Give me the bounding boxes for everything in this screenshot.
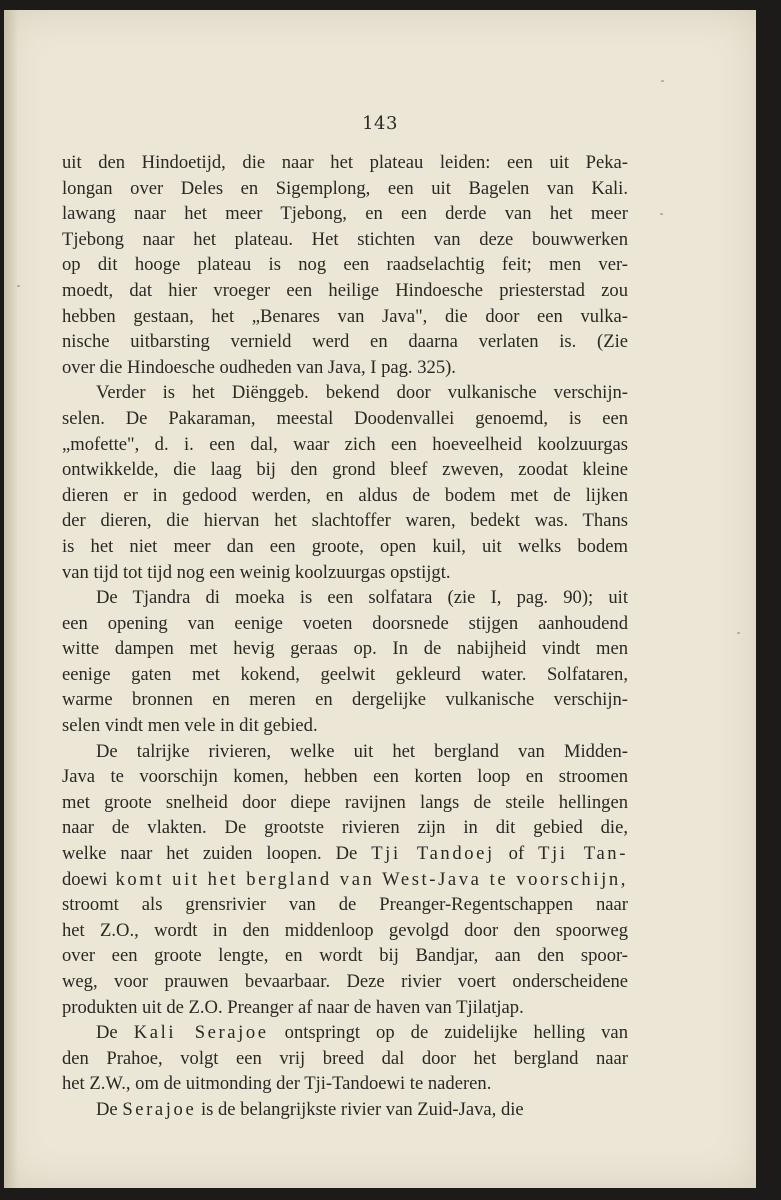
text-line bbox=[62, 508, 628, 534]
text-line bbox=[62, 380, 628, 406]
text-segment: „mofette", d. i. een dal, waar zich een hoeveelheid koolzuurgas bbox=[62, 433, 628, 455]
text-segment: met groote snelheid door diepe ravijnen langs de steile hellingen bbox=[62, 791, 628, 813]
text-segment: op dit hooge plateau is nog een raadselachtig feit; men ver- bbox=[62, 254, 628, 276]
text-segment: ontspringt op de zuidelijke helling van bbox=[268, 1022, 628, 1044]
text-segment: van tijd tot tijd nog een weinig koolzuurgas opstijgt. bbox=[62, 561, 451, 583]
text-line bbox=[62, 662, 628, 688]
text-line bbox=[62, 815, 628, 841]
text-segment: over een groote lengte, en wordt bij Bandjar, aan den spoor- bbox=[62, 945, 628, 967]
text-line bbox=[62, 867, 628, 893]
text-line bbox=[62, 483, 628, 509]
text-line bbox=[62, 943, 628, 969]
paper-speck bbox=[661, 80, 664, 82]
text-segment: het Z.W., om de uitmonding der Tji-Tandoewi te naderen. bbox=[62, 1073, 492, 1095]
text-line bbox=[62, 1020, 628, 1046]
text-segment: De bbox=[96, 1098, 123, 1120]
text-line bbox=[62, 611, 628, 637]
text-segment: een opening van eenige voeten doorsnede stijgen aanhoudend bbox=[62, 612, 628, 634]
text-line bbox=[62, 585, 628, 611]
text-line bbox=[62, 969, 628, 995]
text-segment: het Z.O., wordt in den middenloop gevolgd door den spoorweg bbox=[62, 919, 628, 941]
paper-speck bbox=[737, 632, 740, 634]
text-segment: Tjebong naar het plateau. Het stichten van deze bouwwerken bbox=[62, 228, 628, 250]
text-line bbox=[62, 355, 628, 381]
text-segment: Java te voorschijn komen, hebben een korten loop en stroomen bbox=[62, 766, 628, 788]
text-segment: weg, voor prauwen bevaarbaar. Deze rivier voert onderscheidene bbox=[62, 971, 628, 992]
text-line bbox=[62, 918, 628, 944]
text-line bbox=[62, 636, 628, 662]
text-line bbox=[62, 150, 628, 176]
text-segment: dieren er in gedood werden, en aldus de bodem met de lijken bbox=[62, 484, 628, 506]
text-segment: is het niet meer dan een groote, open kuil, uit welks bodem bbox=[62, 535, 628, 557]
text-line bbox=[62, 790, 628, 816]
text-segment: selen. De Pakaraman, meestal Doodenvallei genoemd, is een bbox=[62, 407, 628, 429]
text-line bbox=[62, 1046, 628, 1072]
text-line bbox=[62, 176, 628, 202]
text-line bbox=[62, 892, 628, 918]
text-segment: naar de vlakten. De grootste rivieren zijn in dit gebied die, bbox=[62, 817, 628, 839]
text-line bbox=[62, 560, 628, 586]
river-name: Tji Tan- bbox=[538, 843, 628, 865]
body-text bbox=[62, 150, 628, 1123]
paper-speck bbox=[660, 213, 663, 215]
text-line bbox=[62, 713, 628, 739]
text-segment: witte dampen met hevig geraas op. In de nabijheid vindt men bbox=[62, 638, 628, 660]
text-line bbox=[62, 995, 628, 1021]
text-segment: eenige gaten met kokend, geelwit gekleurd water. Solfataren, bbox=[62, 663, 628, 685]
text-line bbox=[62, 1071, 628, 1097]
text-segment: den Prahoe, volgt een vrij breed dal door het bergland naar bbox=[62, 1047, 628, 1069]
text-segment: stroomt als grensrivier van de Preanger-Regentschappen naar bbox=[62, 894, 628, 916]
text-line bbox=[62, 457, 628, 483]
text-segment: selen vindt men vele in dit gebied. bbox=[62, 715, 318, 737]
text-line bbox=[62, 841, 628, 867]
text-line bbox=[62, 1097, 628, 1123]
text-segment: der dieren, die hiervan het slachtoffer waren, bedekt was. Thans bbox=[62, 510, 628, 532]
paper-speck bbox=[17, 285, 20, 287]
text-segment: lawang naar het meer Tjebong, en een derde van het meer bbox=[62, 203, 628, 225]
text-line bbox=[62, 432, 628, 458]
text-segment: ontwikkelde, die laag bij den grond bleef zweven, zoodat kleine bbox=[62, 459, 628, 481]
river-name: Kali Serajoe bbox=[133, 1022, 269, 1044]
text-segment: of bbox=[494, 843, 539, 865]
text-segment: hebben gestaan, het „Benares van Java", die door een vulka- bbox=[62, 305, 628, 327]
text-line bbox=[62, 406, 628, 432]
text-segment: moedt, dat hier vroeger een heilige Hindoesche priesterstad zou bbox=[62, 279, 628, 301]
page-number: 143 bbox=[362, 113, 398, 134]
page-gutter-shadow bbox=[4, 10, 18, 1188]
text-line bbox=[62, 278, 628, 304]
text-segment: uit den Hindoetijd, die naar het plateau leiden: een uit Peka- bbox=[62, 152, 628, 173]
river-name: Serajoe bbox=[122, 1098, 197, 1120]
text-segment: is de belangrijkste rivier van Zuid-Java, die bbox=[196, 1098, 524, 1120]
text-segment: De bbox=[96, 1022, 134, 1044]
text-line bbox=[62, 739, 628, 765]
text-segment: welke naar het zuiden loopen. De bbox=[62, 843, 372, 865]
text-line bbox=[62, 687, 628, 713]
text-line bbox=[62, 201, 628, 227]
text-segment: De Tjandra di moeka is een solfatara (zie I, pag. 90); uit bbox=[96, 587, 628, 609]
text-line bbox=[62, 534, 628, 560]
text-line bbox=[62, 227, 628, 253]
text-line bbox=[62, 764, 628, 790]
river-name: Tji Tandoej bbox=[371, 843, 495, 865]
river-name: komt uit het bergland van West-Java te voorschijn, bbox=[107, 868, 628, 890]
text-segment: over die Hindoesche oudheden van Java, I pag. 325). bbox=[62, 356, 456, 378]
text-segment: doewi bbox=[62, 868, 108, 890]
text-line bbox=[62, 329, 628, 355]
text-segment: longan over Deles en Sigemplong, een uit Bagelen van Kali. bbox=[62, 177, 628, 199]
text-line bbox=[62, 252, 628, 278]
text-line bbox=[62, 304, 628, 330]
text-segment: nische uitbarsting vernield werd en daarna verlaten is. (Zie bbox=[62, 331, 628, 353]
text-segment: De talrijke rivieren, welke uit het bergland van Midden- bbox=[96, 740, 628, 762]
text-segment: produkten uit de Z.O. Preanger af naar de haven van Tjilatjap. bbox=[62, 996, 524, 1018]
text-segment: warme bronnen en meren en dergelijke vulkanische verschijn- bbox=[62, 689, 628, 711]
text-segment: Verder is het Diënggeb. bekend door vulkanische verschijn- bbox=[96, 382, 628, 404]
book-page bbox=[4, 10, 756, 1188]
